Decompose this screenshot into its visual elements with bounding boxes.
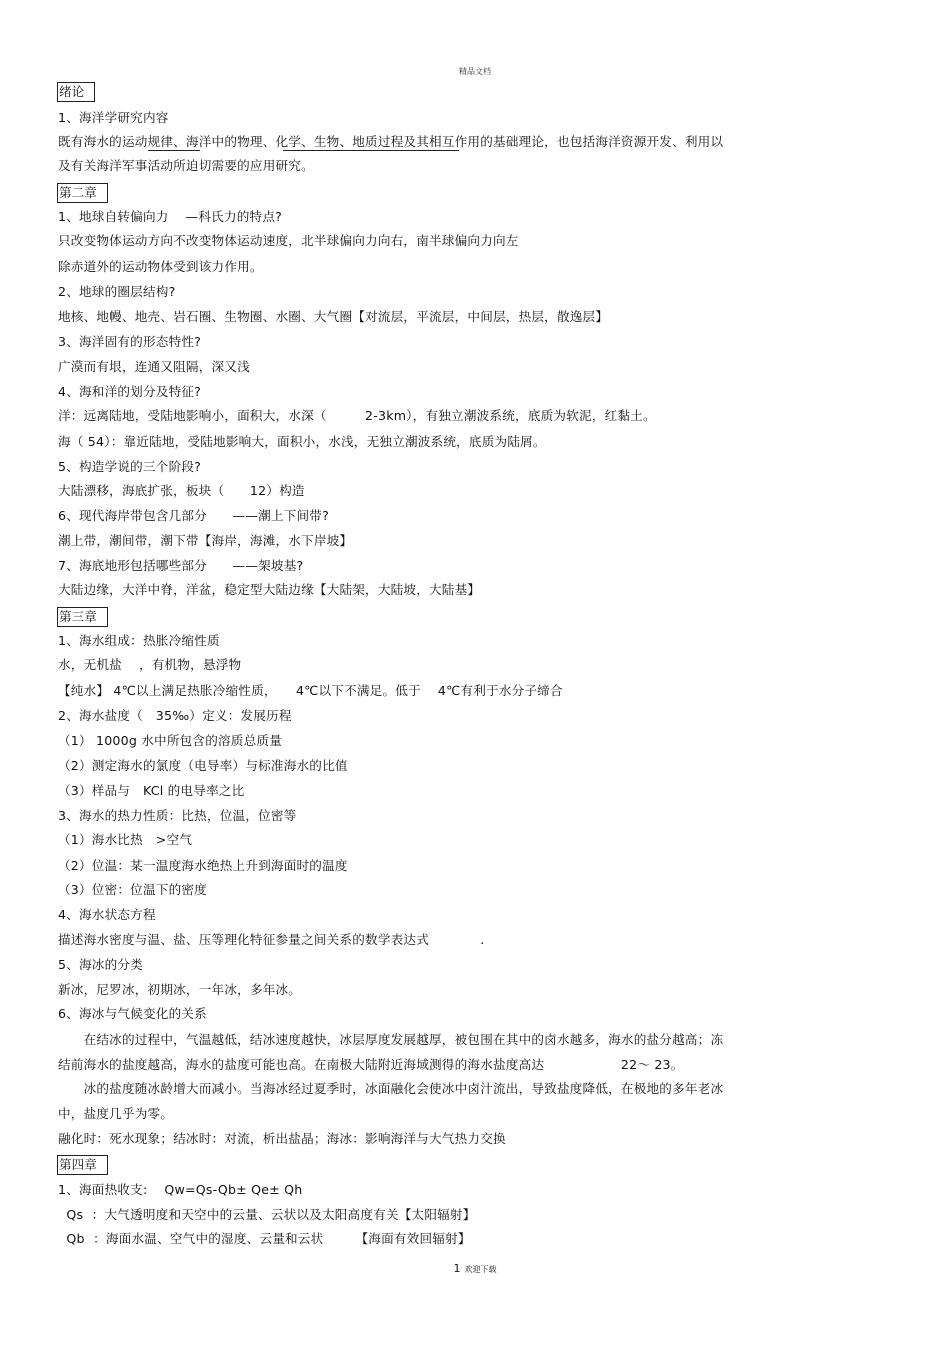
text-line: 6、现代海岸带包含几部分 ——潮上下间带?	[58, 508, 329, 523]
text-line: 冰的盐度随冰龄增大而减小。当海冰经过夏季时，冰面融化会使冰中卤汁流出，导致盐度降低，在极地的多年老冰	[58, 1081, 724, 1096]
text-line: 大陆漂移，海底扩张，板块（ 12）构造	[58, 483, 305, 498]
chapter-heading: 第二章	[57, 183, 108, 203]
text-line: 融化时：死水现象；结冰时：对流，析出盐晶；海冰：影响海洋与大气热力交换	[58, 1131, 506, 1146]
text-line: 2、海水盐度（ 35‰）定义：发展历程	[58, 708, 292, 723]
text-line: 3、海洋固有的形态特性?	[58, 334, 202, 349]
text-line: 及有关海洋军事活动所迫切需要的应用研究。	[58, 158, 314, 173]
text-line: 5、海冰的分类	[58, 957, 143, 972]
underline-mark	[148, 150, 200, 151]
chapter-heading: 第三章	[57, 607, 108, 627]
page-footer	[0, 1262, 950, 1275]
text-line: 3、海水的热力性质：比热，位温，位密等	[58, 808, 297, 823]
text-line: 潮上带，潮间带，潮下带【海岸，海滩，水下岸坡】	[58, 533, 353, 548]
text-line: （2）位温：某一温度海水绝热上升到海面时的温度	[58, 858, 348, 873]
chapter-heading: 绪论	[57, 82, 95, 102]
text-line: 7、海底地形包括哪些部分 ——架坡基?	[58, 558, 304, 573]
text-line: 只改变物体运动方向不改变物体运动速度，北半球偏向力向右，南半球偏向力向左	[58, 233, 519, 248]
text-line: 描述海水密度与温、盐、压等理化特征参量之间关系的数学表达式 .	[58, 932, 485, 947]
page-header: 精品文档	[459, 67, 491, 76]
text-line: （1） 1000g 水中所包含的溶质总质量	[58, 733, 282, 748]
text-line: 结前海水的盐度越高，海水的盐度可能也高。在南极大陆附近海域测得的海水盐度高达 22～ 23。	[58, 1057, 684, 1072]
text-line: 在结冰的过程中，气温越低，结冰速度越快，冰层厚度发展越厚，被包围在其中的卤水越多，海水的盐分越高；冻	[58, 1032, 724, 1047]
text-line: 广漠而有垠，连通又阻隔，深又浅	[58, 359, 250, 374]
text-line: 5、构造学说的三个阶段?	[58, 459, 202, 474]
page-number: 1	[453, 1262, 461, 1275]
underline-mark	[283, 150, 459, 151]
text-line: 中，盐度几乎为零。	[58, 1106, 174, 1121]
text-line: （3）样品与 KCl 的电导率之比	[58, 783, 245, 798]
text-line: 4、海水状态方程	[58, 907, 156, 922]
text-line: 地核、地幔、地壳、岩石圈、生物圈、水圈、大气圈【对流层，平流层，中间层，热层，散逸层】	[58, 309, 609, 324]
text-line: 水，无机盐 ，有机物，悬浮物	[58, 657, 242, 672]
text-line: 海（ 54）：靠近陆地，受陆地影响大，面积小，水浅，无独立潮波系统，底质为陆屑。	[58, 434, 546, 449]
text-line: 既有海水的运动规律、海洋中的物理、化学、生物、地质过程及其相互作用的基础理论，也包括海洋资源开发、利用以	[58, 134, 724, 149]
text-line: Qs ：大气透明度和天空中的云量、云状以及太阳高度有关【太阳辐射】	[58, 1207, 476, 1222]
text-line: （1）海水比热 >空气	[58, 832, 193, 847]
text-line: 除赤道外的运动物体受到该力作用。	[58, 259, 263, 274]
text-line: 【纯水】 4℃以上满足热胀冷缩性质， 4℃以下不满足。低于 4℃有利于水分子缔合	[58, 683, 563, 698]
text-line: 新冰，尼罗冰，初期冰，一年冰，多年冰。	[58, 982, 302, 997]
text-line: （3）位密：位温下的密度	[58, 882, 207, 897]
text-line: 1、海面热收支: Qw=Qs-Qb± Qe± Qh	[58, 1182, 303, 1197]
text-line: 1、海洋学研究内容	[58, 110, 169, 125]
text-line: Qb ：海面水温、空气中的湿度、云量和云状 【海面有效回辐射】	[58, 1231, 471, 1246]
text-line: 洋：远离陆地，受陆地影响小，面积大，水深（ 2-3km），有独立潮波系统，底质为软泥，红黏土。	[58, 408, 656, 423]
text-line: 大陆边缘，大洋中脊，洋盆，稳定型大陆边缘【大陆架，大陆坡，大陆基】	[58, 582, 481, 597]
text-line: 6、海冰与气候变化的关系	[58, 1006, 207, 1021]
text-line: 2、地球的圈层结构?	[58, 284, 176, 299]
chapter-heading: 第四章	[57, 1155, 108, 1175]
footer-note: 欢迎下载	[464, 1265, 497, 1274]
text-line: 1、海水组成：热胀冷缩性质	[58, 633, 220, 648]
text-line: 4、海和洋的划分及特征?	[58, 384, 202, 399]
text-line: 1、地球自转偏向力 —科氏力的特点?	[58, 209, 282, 224]
text-line: （2）测定海水的氯度（电导率）与标准海水的比值	[58, 758, 348, 773]
